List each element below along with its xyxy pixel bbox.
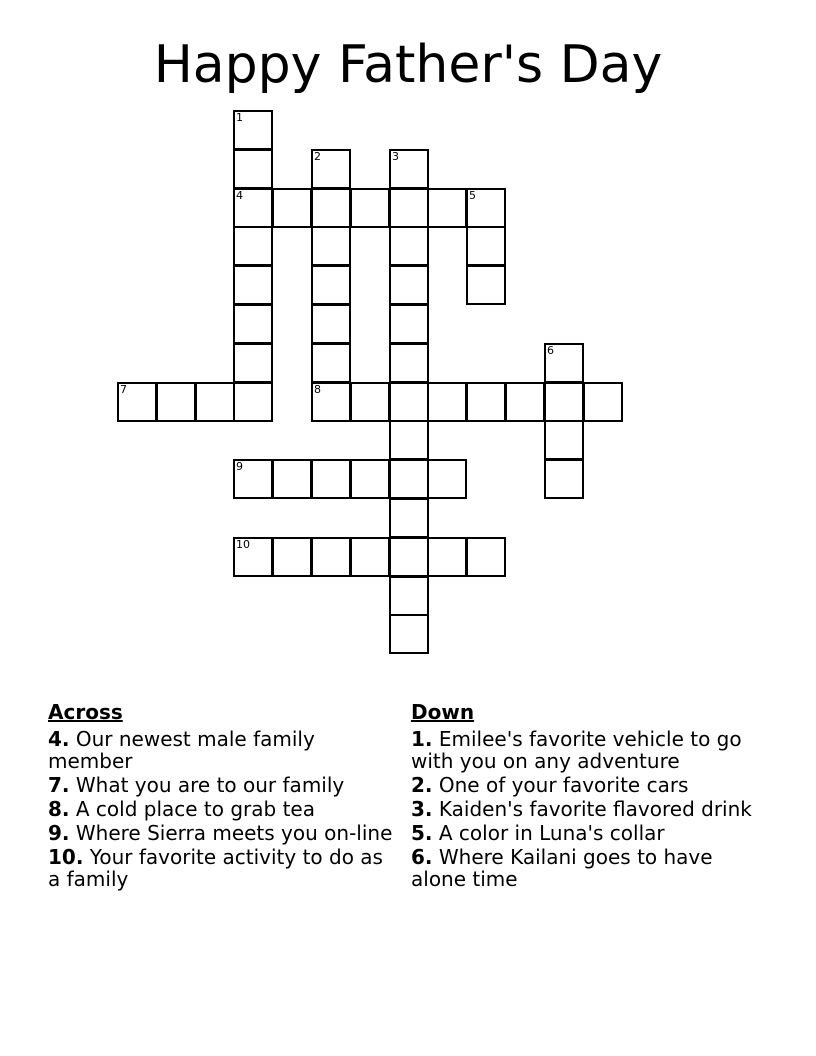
grid-cell[interactable] (350, 188, 390, 228)
grid-cell[interactable] (233, 188, 273, 228)
grid-cell[interactable] (427, 537, 467, 577)
clue-item (48, 798, 393, 820)
clue-item (411, 774, 756, 796)
grid-cell[interactable] (544, 382, 584, 422)
grid-cell[interactable] (311, 343, 351, 383)
clue-number: 2. (411, 773, 433, 797)
clue-text: Your favorite activity to do as a family (48, 845, 383, 891)
clue-text: Our newest male family member (48, 727, 315, 773)
cell-number: 5 (469, 189, 476, 202)
grid-cell[interactable] (389, 149, 429, 189)
grid-cell[interactable] (272, 188, 312, 228)
grid-cell[interactable] (389, 226, 429, 266)
cell-number: 1 (236, 111, 243, 124)
clue-number: 5. (411, 821, 433, 845)
clue-item (411, 728, 756, 772)
grid-cell[interactable] (427, 382, 467, 422)
clue-item (411, 798, 756, 820)
cell-number: 7 (120, 383, 127, 396)
grid-cell[interactable] (427, 459, 467, 499)
clue-text: One of your favorite cars (438, 773, 689, 797)
grid-cell[interactable] (233, 226, 273, 266)
clue-number: 9. (48, 821, 70, 845)
cell-number: 8 (314, 383, 321, 396)
clue-text: Where Sierra meets you on-line (75, 821, 393, 845)
grid-cell[interactable] (389, 304, 429, 344)
cell-number: 2 (314, 150, 321, 163)
grid-cell[interactable] (195, 382, 235, 422)
grid-cell[interactable] (583, 382, 623, 422)
grid-cell[interactable] (350, 537, 390, 577)
clue-item (48, 774, 393, 796)
clue-item (411, 822, 756, 844)
grid-cell[interactable] (544, 420, 584, 460)
grid-cell[interactable] (389, 420, 429, 460)
grid-cell[interactable] (233, 459, 273, 499)
grid-cell[interactable] (389, 576, 429, 616)
clue-text: A cold place to grab tea (75, 797, 315, 821)
clue-item (48, 728, 393, 772)
clue-number: 1. (411, 727, 433, 751)
clue-number: 6. (411, 845, 433, 869)
grid-cell[interactable] (544, 459, 584, 499)
across-clues (48, 700, 393, 892)
down-clues (411, 700, 756, 892)
grid-cell[interactable] (466, 265, 506, 305)
grid-cell[interactable] (466, 537, 506, 577)
grid-cell[interactable] (311, 188, 351, 228)
grid-cell[interactable] (389, 382, 429, 422)
grid-cell[interactable] (233, 149, 273, 189)
grid-cell[interactable] (389, 614, 429, 654)
grid-cell[interactable] (233, 382, 273, 422)
grid-cell[interactable] (117, 382, 157, 422)
grid-cell[interactable] (505, 382, 545, 422)
down-heading: Down (411, 700, 475, 724)
clue-number: 10. (48, 845, 84, 869)
cell-number: 4 (236, 189, 243, 202)
across-heading: Across (48, 700, 123, 724)
grid-cell[interactable] (427, 188, 467, 228)
grid-cell[interactable] (311, 382, 351, 422)
cell-number: 10 (236, 538, 250, 551)
clue-number: 3. (411, 797, 433, 821)
grid-cell[interactable] (233, 537, 273, 577)
grid-cell[interactable] (389, 537, 429, 577)
grid-cell[interactable] (389, 498, 429, 538)
clue-item (411, 846, 756, 890)
grid-cell[interactable] (389, 188, 429, 228)
grid-cell[interactable] (311, 304, 351, 344)
grid-cell[interactable] (233, 110, 273, 150)
grid-cell[interactable] (389, 265, 429, 305)
clue-text: Emilee's favorite vehicle to go with you on any adventure (411, 727, 742, 773)
clue-text: Where Kailani goes to have alone time (411, 845, 713, 891)
grid-cell[interactable] (389, 343, 429, 383)
grid-cell[interactable] (389, 459, 429, 499)
grid-cell[interactable] (311, 226, 351, 266)
grid-cell[interactable] (272, 459, 312, 499)
grid-cell[interactable] (233, 304, 273, 344)
clue-text: A color in Luna's collar (438, 821, 665, 845)
grid-cell[interactable] (311, 537, 351, 577)
clue-text: Kaiden's favorite flavored drink (438, 797, 752, 821)
grid-cell[interactable] (466, 188, 506, 228)
clue-item (48, 822, 393, 844)
grid-cell[interactable] (272, 537, 312, 577)
grid-cell[interactable] (233, 343, 273, 383)
grid-cell[interactable] (544, 343, 584, 383)
clue-number: 7. (48, 773, 70, 797)
grid-cell[interactable] (350, 459, 390, 499)
cell-number: 3 (392, 150, 399, 163)
grid-cell[interactable] (311, 459, 351, 499)
clue-number: 4. (48, 727, 70, 751)
grid-cell[interactable] (311, 149, 351, 189)
cell-number: 6 (547, 344, 554, 357)
grid-cell[interactable] (350, 382, 390, 422)
grid-cell[interactable] (311, 265, 351, 305)
grid-cell[interactable] (233, 265, 273, 305)
grid-cell[interactable] (466, 226, 506, 266)
clue-text: What you are to our family (75, 773, 345, 797)
cell-number: 9 (236, 460, 243, 473)
clue-item (48, 846, 393, 890)
grid-cell[interactable] (156, 382, 196, 422)
clue-number: 8. (48, 797, 70, 821)
page-title: Happy Father's Day (153, 35, 663, 95)
grid-cell[interactable] (466, 382, 506, 422)
